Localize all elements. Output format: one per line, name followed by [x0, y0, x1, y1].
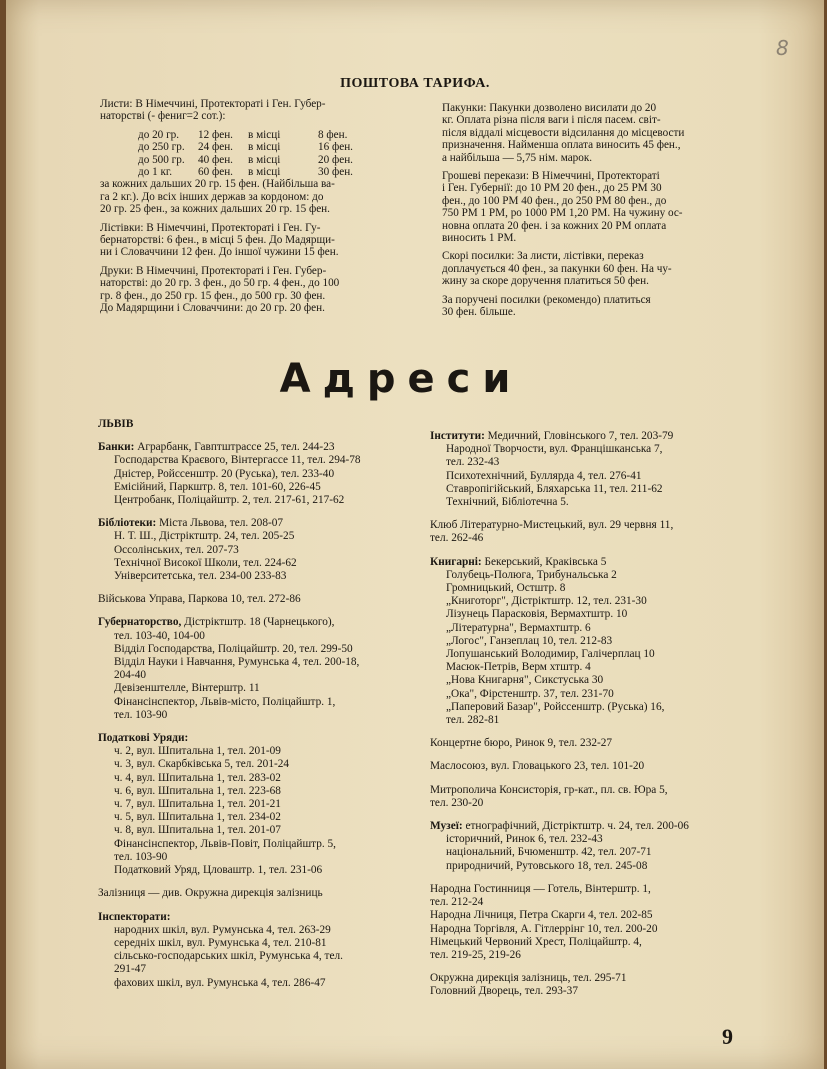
- text-line: гр. 8 фен., до 250 гр. 15 фен., до 500 гр. 30 фен.: [100, 289, 326, 302]
- address-line: Відділ Господарства, Поліцайштр. 20, тел. 299-50: [114, 642, 353, 655]
- rate-cell: в місці: [248, 141, 281, 154]
- rate-cell: 60 фен.: [198, 166, 233, 179]
- address-line: ч. 6, вул. Шпитальна 1, тел. 223-68: [114, 784, 281, 797]
- address-block: [430, 883, 758, 962]
- address-line: 291-47: [114, 963, 147, 976]
- address-line: народних шкіл, вул. Румунська 4, тел. 263-29: [114, 923, 331, 936]
- text-line: Пакунки: Пакунки дозволено висилати до 20: [442, 102, 657, 114]
- address-block: [430, 760, 758, 773]
- address-line: Фінансінспектор, Львів-Повіт, Поліцайштр. 5,: [114, 837, 336, 850]
- address-line: Залізниця — див. Окружна дирекція залізниць: [98, 887, 323, 900]
- rate-cell: в місці: [248, 153, 281, 166]
- address-block: [430, 820, 758, 873]
- address-line: Клюб Літературно-Мистецький, вул. 29 червня 11,: [430, 519, 674, 532]
- address-line: Окружна дирекція залізниць, тел. 295-71: [430, 972, 627, 985]
- address-line: [98, 911, 416, 924]
- text-line: фен., до 100 РМ 40 фен., до 250 РМ 80 фен., до: [442, 194, 667, 207]
- address-line: Концертне бюро, Ринок 9, тел. 232-27: [430, 737, 613, 750]
- address-block: [98, 887, 416, 900]
- rate-cell: до 20 гр.: [138, 128, 180, 141]
- address-line: Громницький, Остштр. 8: [446, 582, 566, 595]
- text-line: призначення. Найменша оплата виносить 45 фен.,: [442, 139, 681, 152]
- address-line: Дністер, Ройссенштр. 20 (Руська), тел. 233-40: [114, 467, 335, 480]
- addresses-right-column: [430, 430, 758, 1009]
- rate-cell: в місці: [248, 128, 281, 141]
- address-line: Книгарні: Бекерський, Краківська 5: [430, 555, 607, 568]
- address-block: [430, 556, 758, 728]
- address-line: тел. 103-90: [114, 850, 168, 863]
- address-block: [430, 784, 758, 810]
- section-heading: ЛЬВІВ: [98, 418, 134, 430]
- address-line: тел. 282-81: [446, 714, 500, 727]
- address-line: Музеї: етнографічний, Дістріктштр. ч. 24, тел. 200-06: [430, 820, 689, 833]
- text-line: ни і Словаччини 12 фен. До іншої чужини 15 фен.: [100, 246, 339, 259]
- address-block: [430, 430, 758, 509]
- registered-paragraph: [442, 294, 768, 319]
- address-line: „Нова Книгарня", Сикстуська 30: [446, 674, 604, 687]
- address-line: Психотехнічний, Буллярда 4, тел. 276-41: [446, 469, 642, 482]
- printed-matter-paragraph: [100, 265, 422, 315]
- address-line: Фінансінспектор, Львів-місто, Поліцайштр. 1,: [114, 695, 336, 708]
- address-line: тел. 262-46: [430, 532, 484, 545]
- text-line: виносить 1 РМ.: [442, 232, 517, 245]
- letter-rates-table: [138, 129, 422, 179]
- address-line: Відділ Науки і Навчання, Румунська 4, тел. 200-18,: [114, 656, 360, 669]
- address-line: Головний Дворець, тел. 293-37: [430, 985, 578, 998]
- text-line: новна оплата 20 фен. і за кожних 20 РМ оплата: [442, 219, 667, 232]
- text-line: 20 гр. 25 фен., за кожних дальших 20 гр. 15 фен.: [100, 203, 330, 216]
- section-heading: Банки:: [98, 441, 135, 454]
- address-line: Народна Гостинниця — Готель, Вінтерштр. 1,: [430, 882, 651, 895]
- rate-cell: в місці: [248, 166, 281, 179]
- rate-cell: 40 фен.: [198, 153, 233, 166]
- letters-intro: [100, 98, 422, 123]
- section-heading: Податкові Уряди:: [98, 732, 189, 745]
- address-line: Університетська, тел. 234-00 233-83: [114, 570, 287, 583]
- text-line: 750 РМ 1 РМ, ро 1000 РМ 1,20 РМ. На чужину ос-: [442, 207, 683, 220]
- addresses-title: Адреси: [279, 356, 523, 402]
- rate-cell: 30 фен.: [318, 166, 353, 179]
- address-line: „Паперовий Базар", Ройссенштр. (Руська) 16,: [446, 700, 665, 713]
- address-line: „Ока", Фірстенштр. 37, тел. 231-70: [446, 687, 614, 700]
- address-line: Військова Управа, Паркова 10, тел. 272-86: [98, 593, 301, 606]
- text-line: за кожних дальших 20 гр. 15 фен. (Найбільша ва-: [100, 178, 335, 191]
- address-line: „Літературна", Вермахтштр. 6: [446, 621, 591, 634]
- address-line: тел. 103-90: [114, 708, 168, 721]
- section-heading: Бібліотеки:: [98, 517, 157, 530]
- address-line: середніх шкіл, вул. Румунська 4, тел. 210-81: [114, 936, 327, 949]
- address-block: [98, 616, 416, 722]
- address-line: тел. 212-24: [430, 896, 484, 909]
- tariff-right-column: [442, 102, 768, 325]
- section-heading: Музеї:: [430, 820, 463, 833]
- text-line: бернаторстві: 6 фен., в місці 5 фен. До Мадярщи-: [100, 234, 335, 247]
- rate-cell: 12 фен.: [198, 128, 233, 141]
- address-block: [98, 441, 416, 507]
- address-line: Оссолінських, тел. 207-73: [114, 543, 239, 556]
- section-heading: Інститути:: [430, 430, 485, 442]
- text-line: Грошеві перекази: В Німеччині, Протектораті: [442, 170, 660, 183]
- rate-cell: до 500 гр.: [138, 153, 185, 166]
- parcels-paragraph: [442, 102, 768, 164]
- rate-cell: 24 фен.: [198, 141, 233, 154]
- address-block: [430, 737, 758, 750]
- address-line: Ставропігійський, Бляхарська 11, тел. 211-62: [446, 482, 663, 495]
- section-heading: Губернаторство,: [98, 616, 182, 629]
- address-line: Губернаторство, Дістріктштр. 18 (Чарнецького),: [98, 616, 335, 629]
- text-line: після віддалі місцевости відсилання до місцевости: [442, 126, 685, 139]
- page-corner-mark: 8: [776, 36, 789, 60]
- letters-more: [100, 178, 422, 215]
- address-line: ч. 2, вул. Шпитальна 1, тел. 201-09: [114, 745, 281, 758]
- address-line: Бібліотеки: Міста Львова, тел. 208-07: [98, 517, 284, 530]
- page-number: 9: [722, 1024, 733, 1049]
- address-block: [98, 517, 416, 583]
- text-line: доплачується 40 фен., за пакунки 60 фен. На чу-: [442, 262, 672, 275]
- text-line: наторстві (- фениг=2 сот.):: [100, 110, 226, 123]
- text-line: 30 фен. більше.: [442, 306, 516, 319]
- text-line: жину за скоре доручення платиться 50 фен.: [442, 275, 649, 288]
- address-line: Голубець-Полюга, Трибунальська 2: [446, 568, 617, 581]
- address-line: Німецький Червоний Хрест, Поліцайштр. 4,: [430, 935, 642, 948]
- address-line: природничий, Рутовського 18, тел. 245-08: [446, 859, 648, 872]
- address-block: [430, 519, 758, 545]
- money-transfers-paragraph: [442, 170, 768, 244]
- tariff-title: ПОШТОВА ТАРИФА.: [340, 76, 490, 91]
- address-line: сільсько-господарських шкіл, Румунська 4, тел.: [114, 950, 343, 963]
- text-line: За поручені посилки (рекомендо) платиться: [442, 293, 651, 306]
- tariff-left-column: [100, 98, 422, 321]
- address-line: 204-40: [114, 669, 147, 682]
- text-line: Лістівки: В Німеччині, Протектораті і Ген. Гу-: [100, 221, 321, 234]
- section-heading: Книгарні:: [430, 555, 482, 568]
- address-line: Центробанк, Поліцайштр. 2, тел. 217-61, 217-62: [114, 494, 345, 507]
- address-line: Господарства Краєвого, Вінтергассе 11, тел. 294-78: [114, 454, 361, 467]
- address-line: Банки: Аграрбанк, Гавптштрассе 25, тел. 244-23: [98, 441, 335, 454]
- address-line: Технічний, Бібліотечна 5.: [446, 496, 569, 509]
- cards-paragraph: [100, 222, 422, 259]
- address-block: [98, 418, 416, 431]
- text-line: Скорі посилки: За листи, лістівки, переказ: [442, 250, 644, 263]
- rate-cell: 8 фен.: [318, 128, 348, 141]
- rate-cell: до 250 гр.: [138, 141, 185, 154]
- address-line: тел. 103-40, 104-00: [114, 629, 205, 642]
- text-line: Друки: В Німеччині, Протектораті і Ген. Губер-: [100, 264, 327, 277]
- address-line: ч. 3, вул. Скарбківська 5, тел. 201-24: [114, 758, 290, 771]
- section-heading: Інспекторати:: [98, 910, 171, 923]
- address-line: Народна Лічниця, Петра Скарги 4, тел. 202-85: [430, 909, 653, 922]
- address-line: Масюк-Петрів, Верм хтштр. 4: [446, 661, 591, 674]
- address-block: [98, 732, 416, 877]
- address-line: ч. 4, вул. Шпитальна 1, тел. 283-02: [114, 771, 281, 784]
- address-line: Девізенштелле, Вінтерштр. 11: [114, 682, 260, 695]
- address-line: Лопушанський Володимир, Галічерплац 10: [446, 648, 655, 661]
- address-block: [430, 972, 758, 998]
- address-line: тел. 230-20: [430, 796, 484, 809]
- address-line: ч. 7, вул. Шпитальна 1, тел. 201-21: [114, 798, 281, 811]
- text-line: До Мадярщини і Словаччини: до 20 гр. 20 фен.: [100, 302, 325, 315]
- address-line: Митрополича Консисторія, гр-кат., пл. св. Юра 5,: [430, 783, 668, 796]
- express-paragraph: [442, 250, 768, 287]
- address-line: Лізунець Парасковія, Вермахтштр. 10: [446, 608, 628, 621]
- addresses-left-column: [98, 418, 416, 1000]
- address-line: Народна Торгівля, А. Гітлеррінг 10, тел. 200-20: [430, 922, 658, 935]
- address-line: тел. 232-43: [446, 456, 500, 469]
- rate-cell: 16 фен.: [318, 141, 353, 154]
- address-line: Емісійний, Паркштр. 8, тел. 101-60, 226-45: [114, 480, 321, 493]
- rate-cell: до 1 кг.: [138, 166, 173, 179]
- text-line: кг. Оплата різна після ваги і після пасем. світ-: [442, 114, 661, 127]
- document-page: [6, 0, 824, 1069]
- address-line: Н. Т. Ш., Дістріктштр. 24, тел. 205-25: [114, 530, 295, 543]
- address-line: [98, 732, 416, 745]
- text-line: Листи: В Німеччині, Протектораті і Ген. Губер-: [100, 98, 326, 110]
- text-line: га 2 кг.). До всіх інших держав за кордоном: до: [100, 190, 324, 203]
- address-line: історичний, Ринок 6, тел. 232-43: [446, 833, 603, 846]
- address-block: [98, 593, 416, 606]
- address-line: „Логос", Ганзеплац 10, тел. 212-83: [446, 634, 613, 647]
- address-line: „Книготорг", Дістріктштр. 12, тел. 231-30: [446, 595, 647, 608]
- address-line: ч. 8, вул. Шпитальна 1, тел. 201-07: [114, 824, 281, 837]
- text-line: і Ген. Губернії: до 10 РМ 20 фен., до 25 РМ 30: [442, 182, 662, 195]
- address-line: фахових шкіл, вул. Румунська 4, тел. 286-47: [114, 976, 326, 989]
- rate-cell: 20 фен.: [318, 153, 353, 166]
- address-line: національний, Бчюменштр. 42, тел. 207-71: [446, 846, 652, 859]
- address-block: [98, 911, 416, 990]
- address-line: Інститути: Медичний, Гловінського 7, тел. 203-79: [430, 430, 674, 442]
- text-line: а найбільша — 5,75 нім. марок.: [442, 151, 593, 164]
- address-line: Маслосоюз, вул. Гловацького 23, тел. 101-20: [430, 760, 645, 773]
- address-line: Податковий Уряд, Цловаштр. 1, тел. 231-06: [114, 864, 323, 877]
- text-line: наторстві: до 20 гр. 3 фен., до 50 гр. 4 фен., до 100: [100, 277, 340, 290]
- address-line: ч. 5, вул. Шпитальна 1, тел. 234-02: [114, 811, 281, 824]
- address-line: Технічної Високої Школи, тел. 224-62: [114, 556, 297, 569]
- address-line: Народної Творчости, вул. Францішканська 7,: [446, 443, 663, 456]
- address-line: тел. 219-25, 219-26: [430, 948, 521, 961]
